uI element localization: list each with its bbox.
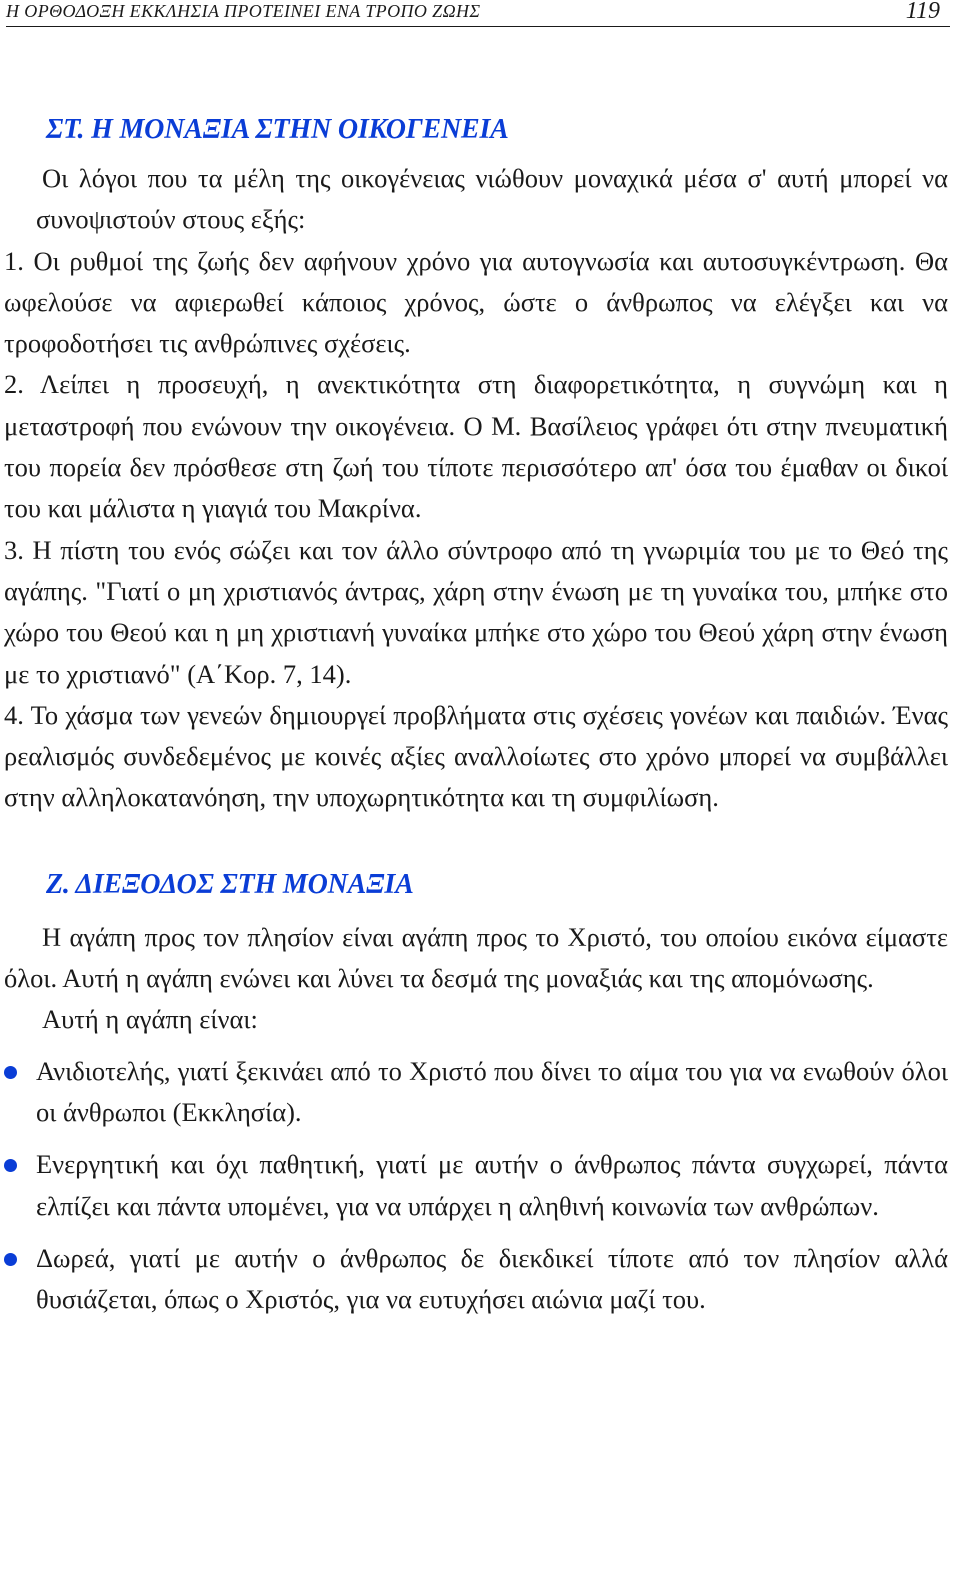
bullet-dot-icon — [4, 1253, 17, 1266]
bullet-dot-icon — [4, 1066, 17, 1079]
section-st-intro: Οι λόγοι που τα μέλη της οικογένειας νιώθουν μοναχικά μέσα σ' αυτή μπορεί να συνοψιστούν στους εξής: — [36, 163, 948, 235]
point-2: 2. Λείπει η προσευχή, η ανεκτικότητα στη διαφορετικότητα, η συγνώμη και η μεταστροφή που ενώνουν την οικογένεια. Ο Μ. Βασίλειος γράφει ότι στην πνευματική του πορεία δεν πρόσθεσε στη ζωή του τίποτε περισσότερο απ' όσα του έμαθαν οι δικοί του και μάλιστα η γιαγιά του Μακρίνα. — [4, 369, 948, 524]
list-item — [36, 1051, 948, 1134]
bullet-text: Δωρεά, γιατί με αυτήν ο άνθρωπος δε διεκδικεί τίποτε από τον πλησίον αλλά θυσιάζεται, όπως ο Χριστός, για να ευτυχήσει αιώνια μαζί του. — [36, 1242, 948, 1315]
list-item — [36, 1238, 948, 1321]
list-item — [36, 1144, 948, 1227]
bullet-text: Ενεργητική και όχι παθητική, γιατί με αυτήν ο άνθρωπος πάντα συγχωρεί, πάντα ελπίζει και πάντα υπομένει, για να υπάρχει η αληθινή κοινωνία των ανθρώπων. — [36, 1149, 948, 1221]
point-1: 1. Οι ρυθμοί της ζωής δεν αφήνουν χρόνο για αυτογνωσία και αυτοσυγκέντρωση. Θα ωφελούσε να αφιερωθεί κάποιος χρόνος, ώστε ο άνθρωπος να ελέγξει και να τροφοδοτήσει τις ανθρώπινες σχέσεις. — [4, 245, 948, 359]
bullet-text: Ανιδιοτελής, γιατί ξεκινάει από το Χριστό που δίνει το αίμα του για να ενωθούν όλοι οι άνθρωποι (Εκκλησία). — [36, 1055, 948, 1127]
bullet-dot-icon — [4, 1159, 17, 1172]
running-header — [6, 0, 950, 27]
section-heading-st: ΣΤ. Η ΜΟΝΑΞΙΑ ΣΤΗΝ ΟΙΚΟΓΕΝΕΙΑ — [46, 114, 509, 145]
page-body — [4, 108, 948, 1331]
running-title: Η ΟΡΘΟΔΟΞΗ ΕΚΚΛΗΣΙΑ ΠΡΟΤΕΙΝΕΙ ΕΝΑ ΤΡΟΠΟ ΖΩΗΣ — [6, 1, 481, 21]
point-3: 3. Η πίστη του ενός σώζει και τον άλλο σύντροφο από τη γνωριμία του με το Θεό της αγάπης. "Γιατί ο μη χριστιανός άντρας, χάρη στην ένωση με τη γυναίκα του, μπήκε στο χώρο του Θεού και η μη χριστιανή γυναίκα μπήκε στο χώρο του Θεού χάρη στην ένωση με το χριστιανό" (Α΄Κορ. 7, 14). — [4, 534, 948, 689]
section-z-lead: Αυτή η αγάπη είναι: — [42, 1004, 258, 1035]
page-number: 119 — [905, 0, 940, 24]
section-heading-z: Ζ. ΔΙΕΞΟΔΟΣ ΣΤΗ ΜΟΝΑΞΙΑ — [46, 868, 414, 900]
section-z-intro: Η αγάπη προς τον πλησίον είναι αγάπη προς το Χριστό, του οποίου εικόνα είμαστε όλοι. Αυτή η αγάπη ενώνει και λύνει τα δεσμά της μοναξιάς και της απομόνωσης. — [4, 921, 948, 994]
point-4: 4. Το χάσμα των γενεών δημιουργεί προβλήματα στις σχέσεις γονέων και παιδιών. Ένας ρεαλισμός συνδεδεμένος με κοινές αξίες αναλλοίωτες στο χρόνο μπορεί να συμβάλλει στην αλληλοκατανόηση, την υποχωρητικότητα και τη συμφιλίωση. — [4, 699, 948, 813]
love-qualities-list — [36, 1051, 948, 1321]
